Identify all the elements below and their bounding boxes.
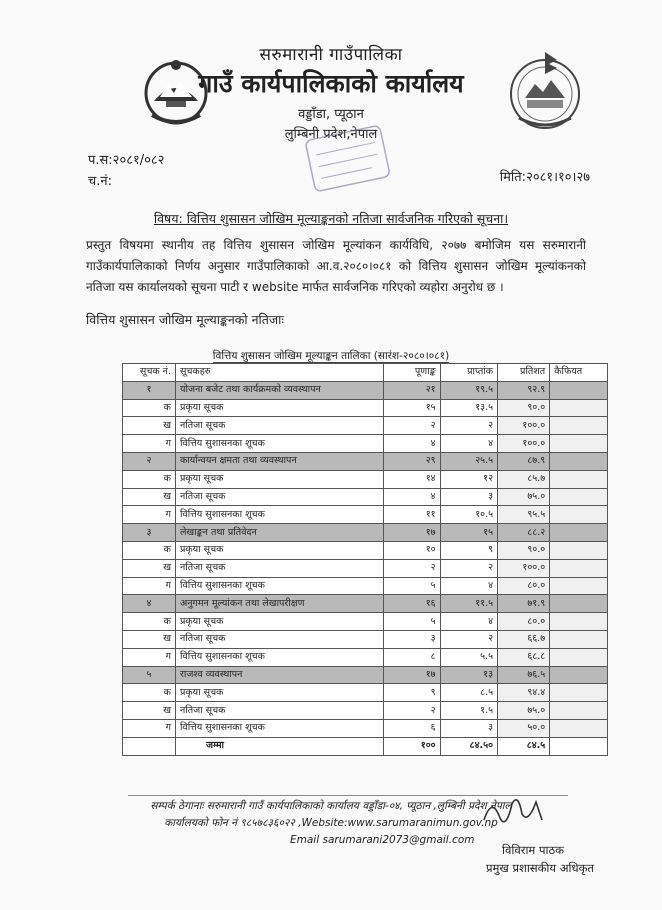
- header-remarks: कैफियत: [550, 364, 608, 382]
- cell-name: नतिजा सूचक: [175, 702, 383, 720]
- cell-full-marks: २९: [383, 452, 440, 470]
- cell-remarks: [550, 737, 608, 755]
- cell-obtained: ८.५: [440, 684, 497, 702]
- signer-name: विविराम पाठक: [502, 843, 564, 857]
- cell-code: २: [123, 452, 176, 470]
- cell-name: वित्तिय सुशासनका शूचक: [175, 577, 383, 595]
- table-group-row: [123, 666, 608, 684]
- cell-remarks: [550, 524, 608, 542]
- results-table: [122, 363, 608, 756]
- cell-obtained: ३: [440, 719, 497, 737]
- cell-name: राजश्व व्यवस्थापन: [175, 666, 383, 684]
- cell-percent: १००.०: [498, 417, 550, 435]
- cell-percent: ७५.०: [498, 488, 550, 506]
- cell-remarks: [550, 630, 608, 648]
- office-name: गाउँ कार्यपालिकाको कार्यालय: [198, 69, 464, 98]
- cell-code: ख: [123, 702, 176, 720]
- cell-obtained: ५.५: [440, 648, 497, 666]
- cell-name: नतिजा सूचक: [175, 417, 383, 435]
- cell-code: ख: [123, 488, 176, 506]
- cell-remarks: [550, 702, 608, 720]
- table-header-row: [123, 364, 608, 382]
- cell-code: ४: [123, 595, 176, 613]
- cell-code: ग: [123, 577, 176, 595]
- cell-obtained: ४: [440, 577, 497, 595]
- cell-percent: ९४.४: [498, 684, 550, 702]
- cell-remarks: [550, 684, 608, 702]
- cell-name: प्रकृया सूचक: [175, 470, 383, 488]
- footer-email: Email sarumarani2073@gmail.com: [290, 834, 475, 846]
- cell-name: जम्मा: [175, 737, 383, 755]
- table-row: [123, 417, 608, 435]
- table-row: [123, 559, 608, 577]
- cell-remarks: [550, 381, 608, 399]
- header-full-marks: पूणाङ्क: [383, 364, 440, 382]
- cell-obtained: ९: [440, 541, 497, 559]
- cell-full-marks: १४: [383, 470, 440, 488]
- cell-percent: ८४.५: [498, 737, 550, 755]
- cell-name: नतिजा सूचक: [175, 488, 383, 506]
- cell-code: ख: [123, 630, 176, 648]
- header-name: सूचकहरु: [175, 364, 383, 382]
- address-line-1: वड्डाँडा, प्यूठान: [298, 107, 364, 122]
- table-title: [0, 349, 662, 363]
- cell-full-marks: ११: [383, 506, 440, 524]
- cell-name: प्रकृया सूचक: [175, 541, 383, 559]
- cell-code: क: [123, 399, 176, 417]
- cell-name: योजना बजेट तथा कार्यक्रमको व्यवस्थापन: [175, 381, 383, 399]
- cell-full-marks: २१: [383, 381, 440, 399]
- cell-remarks: [550, 541, 608, 559]
- cell-full-marks: ५: [383, 613, 440, 631]
- organization-name: सरुमारानी गाउँपालिका: [259, 45, 403, 65]
- cell-code: ३: [123, 524, 176, 542]
- cell-remarks: [550, 648, 608, 666]
- cell-full-marks: १००: [383, 737, 440, 755]
- cell-obtained: ३: [440, 488, 497, 506]
- cell-remarks: [550, 435, 608, 453]
- cell-remarks: [550, 595, 608, 613]
- cell-full-marks: ४: [383, 488, 440, 506]
- cell-percent: ८०.०: [498, 577, 550, 595]
- cell-percent: ८७.९: [498, 452, 550, 470]
- cell-name: नतिजा सूचक: [175, 559, 383, 577]
- cell-name: प्रकृया सूचक: [175, 613, 383, 631]
- cell-full-marks: १७: [383, 666, 440, 684]
- cell-code: क: [123, 470, 176, 488]
- table-row: [123, 630, 608, 648]
- address-line-2: लुम्बिनी प्रदेश,नेपाल: [284, 127, 378, 142]
- signer-title: प्रमुख प्रशासकीय अधिकृत: [486, 861, 594, 875]
- cell-full-marks: २: [383, 559, 440, 577]
- table-row: [123, 435, 608, 453]
- cell-percent: ६६.७: [498, 630, 550, 648]
- cell-remarks: [550, 417, 608, 435]
- cell-obtained: १२: [440, 470, 497, 488]
- section-title: वित्तिय शुसासन जोखिम मूल्याङ्कनको नतिजाः: [86, 312, 284, 327]
- table-row: [123, 470, 608, 488]
- signature-icon: [478, 790, 558, 830]
- cell-percent: ९०.०: [498, 399, 550, 417]
- footer-phone-website: कार्यालयको फोन नं ९८५७८३६०२२ ,Website:www.sarumaranimun.gov.np: [164, 817, 498, 829]
- cell-full-marks: १०: [383, 541, 440, 559]
- cell-percent: ७५.०: [498, 702, 550, 720]
- table-row: [123, 399, 608, 417]
- cell-percent: ७१.९: [498, 595, 550, 613]
- table-body: [123, 381, 608, 755]
- table-row: [123, 613, 608, 631]
- table-row: [123, 702, 608, 720]
- cell-code: ५: [123, 666, 176, 684]
- cell-obtained: ४: [440, 435, 497, 453]
- cell-percent: ८५.७: [498, 470, 550, 488]
- cell-code: [123, 737, 176, 755]
- cell-name: वित्तिय सुशासनका शूचक: [175, 719, 383, 737]
- header-percent: प्रतिशत: [498, 364, 550, 382]
- cell-obtained: १३.५: [440, 399, 497, 417]
- cell-code: क: [123, 541, 176, 559]
- table-row: [123, 488, 608, 506]
- cell-code: ग: [123, 719, 176, 737]
- cell-percent: ७६.५: [498, 666, 550, 684]
- cell-code: १: [123, 381, 176, 399]
- cell-name: वित्तिय सुशासनका शूचक: [175, 435, 383, 453]
- cell-name: वित्तिय सुशासनका शूचक: [175, 648, 383, 666]
- table-row: [123, 648, 608, 666]
- cell-full-marks: ५: [383, 577, 440, 595]
- subject-line: [0, 210, 662, 227]
- cell-obtained: २: [440, 559, 497, 577]
- cell-remarks: [550, 613, 608, 631]
- cell-remarks: [550, 666, 608, 684]
- header-code: सूचक नं.: [123, 364, 176, 382]
- cell-code: क: [123, 613, 176, 631]
- cell-obtained: ११.५: [440, 595, 497, 613]
- cell-obtained: ४: [440, 613, 497, 631]
- table-row: [123, 541, 608, 559]
- cell-remarks: [550, 559, 608, 577]
- subject-text: विषय: वित्तिय शुसासन जोखिम मूल्याङ्कनको नतिजा सार्वजनिक गरिएको सूचना।: [153, 211, 509, 226]
- cell-full-marks: २: [383, 417, 440, 435]
- reference-number: प.स:२०८१/०८२: [88, 153, 165, 168]
- cell-percent: ९५.५: [498, 506, 550, 524]
- cell-obtained: २: [440, 630, 497, 648]
- cell-remarks: [550, 577, 608, 595]
- cell-name: प्रकृया सूचक: [175, 399, 383, 417]
- cell-remarks: [550, 452, 608, 470]
- cell-obtained: १३: [440, 666, 497, 684]
- cell-name: अनुगमन मूल्यांकन तथा लेखापरीक्षण: [175, 595, 383, 613]
- cell-percent: ५०.०: [498, 719, 550, 737]
- cell-remarks: [550, 399, 608, 417]
- table-title-text: वित्तिय शुसासन जोखिम मूल्याङ्कन तालिका (सारंश-२०८०।०८१): [212, 350, 450, 362]
- cell-remarks: [550, 470, 608, 488]
- document-date: मिति:२०८१।१०।२७: [499, 170, 590, 185]
- header-obtained: प्राप्तांक: [440, 364, 497, 382]
- cell-percent: १००.०: [498, 435, 550, 453]
- table-row: [123, 577, 608, 595]
- cell-name: लेखाङ्कन तथा प्रतिवेदन: [175, 524, 383, 542]
- cell-full-marks: १७: [383, 524, 440, 542]
- cell-full-marks: १६: [383, 595, 440, 613]
- table-row: [123, 684, 608, 702]
- cell-name: वित्तिय सुशासनका शूचक: [175, 506, 383, 524]
- cell-percent: ६८.८: [498, 648, 550, 666]
- cell-full-marks: ४: [383, 435, 440, 453]
- cell-remarks: [550, 488, 608, 506]
- cell-code: ग: [123, 506, 176, 524]
- cell-obtained: १५: [440, 524, 497, 542]
- body-paragraph: प्रस्तुत विषयमा स्थानीय तह वित्तिय शुसासन जोखिम मूल्यांकन कार्यविधि, २०७७ बमोजिम यस सरुमारानी गाउँकार्यपालिकाको निर्णय अनुसार गाउँपालिकाको आ.व.२०८०।०८१ को वित्तिय शुसासन जोखिम मूल्यांकनको नतिजा यस कार्यालयको सूचना पाटी र website मार्फत सार्वजनिक गरिएको व्यहोरा अनुरोध छ ।: [86, 238, 586, 294]
- cell-full-marks: १५: [383, 399, 440, 417]
- cell-name: कार्यान्वयन क्षमता तथा व्यवस्थापन: [175, 452, 383, 470]
- cell-obtained: ८४.५०: [440, 737, 497, 755]
- table-total-row: [123, 737, 608, 755]
- cell-percent: ९०.०: [498, 541, 550, 559]
- cell-code: ख: [123, 417, 176, 435]
- cell-code: ख: [123, 559, 176, 577]
- cell-full-marks: २: [383, 702, 440, 720]
- cell-obtained: १९.५: [440, 381, 497, 399]
- cell-full-marks: ६: [383, 719, 440, 737]
- cell-percent: ९२.९: [498, 381, 550, 399]
- cell-full-marks: ३: [383, 630, 440, 648]
- cell-obtained: १.५: [440, 702, 497, 720]
- table-row: [123, 506, 608, 524]
- cell-obtained: २५.५: [440, 452, 497, 470]
- table-group-row: [123, 524, 608, 542]
- table-group-row: [123, 452, 608, 470]
- table-group-row: [123, 381, 608, 399]
- footer-contact-address: सम्पर्क ठेगानाः सरुमारानी गाउँ कार्यपालिकाको कार्यालय वड्डाँडा-०४, प्यूठान ,लुम्बिनी प्रदेश नेपाल: [150, 800, 512, 812]
- cell-remarks: [550, 719, 608, 737]
- cell-code: ग: [123, 648, 176, 666]
- cell-full-marks: ९: [383, 684, 440, 702]
- cell-obtained: २: [440, 417, 497, 435]
- office-stamp-icon: [300, 120, 400, 200]
- cell-code: क: [123, 684, 176, 702]
- cell-name: प्रकृया सूचक: [175, 684, 383, 702]
- cell-name: नतिजा सूचक: [175, 630, 383, 648]
- cell-percent: १००.०: [498, 559, 550, 577]
- table-group-row: [123, 595, 608, 613]
- dispatch-number: च.नं:: [88, 174, 112, 189]
- table-row: [123, 719, 608, 737]
- cell-percent: ८८.२: [498, 524, 550, 542]
- cell-percent: ८०.०: [498, 613, 550, 631]
- cell-obtained: १०.५: [440, 506, 497, 524]
- cell-full-marks: ८: [383, 648, 440, 666]
- cell-remarks: [550, 506, 608, 524]
- cell-code: ग: [123, 435, 176, 453]
